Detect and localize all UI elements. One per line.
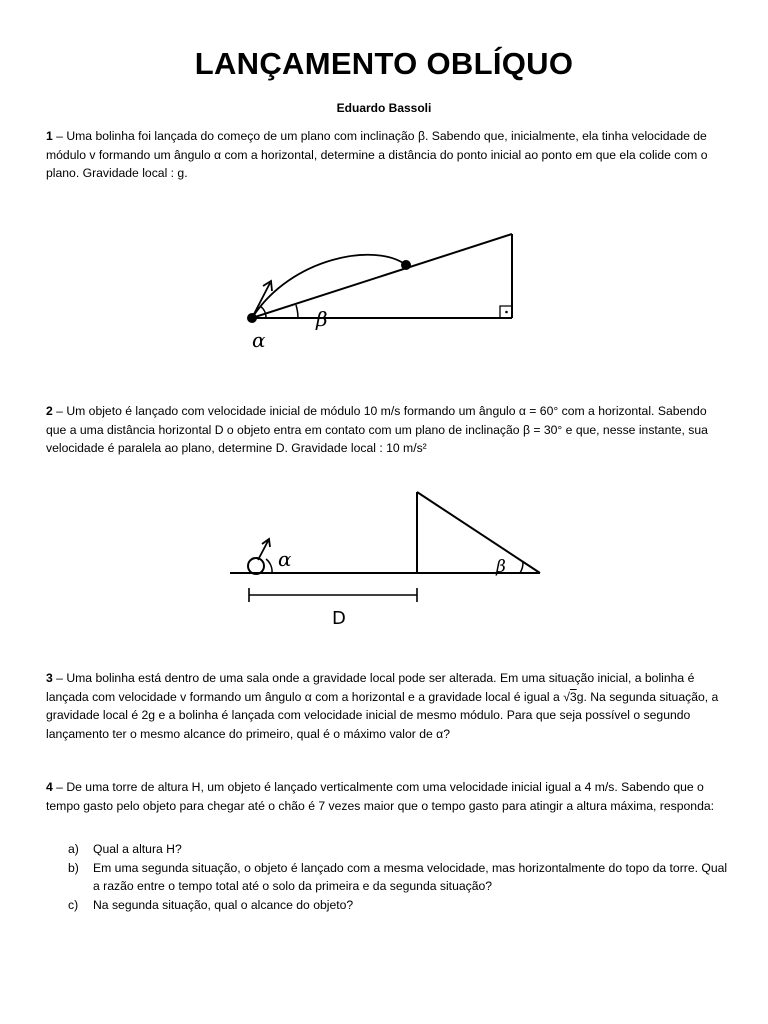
item-marker: b) bbox=[68, 860, 79, 875]
list-item bbox=[68, 859, 728, 896]
page-title: LANÇAMENTO OBLÍQUO bbox=[194, 46, 574, 81]
figure-1-inclined-plane bbox=[236, 222, 526, 357]
question-3 bbox=[46, 669, 728, 743]
beta-arc bbox=[296, 305, 298, 318]
beta-label: β bbox=[496, 557, 506, 577]
question-4-number: 4 bbox=[46, 780, 53, 794]
question-3-text-a: – Uma bolinha está dentro de uma sala onde a gravidade local pode ser alterada. Em uma situação inicial, a bolinha é lançada com velocidade v formando um ângulo α com a horizontal e a gravidade local é igual a bbox=[46, 671, 695, 704]
item-marker: a) bbox=[68, 842, 79, 856]
beta-arc bbox=[520, 562, 523, 573]
item-text: Em uma segunda situação, o objeto é lançado com a mesma velocidade, mas horizontalmente do topo da torre. Qual a razão entre o tempo total até o solo da primeira e da segunda situação? bbox=[93, 860, 728, 893]
alpha-label: α bbox=[278, 547, 292, 571]
question-1-text: – Uma bolinha foi lançada do começo de um plano com inclinação β. Sabendo que, inicialmente, ela tinha velocidade de módulo v formando um ângulo α com a horizontal, determine a distância do ponto inicial ao ponto em que ela colide com o plano. Gravidade local : g. bbox=[46, 129, 708, 180]
question-4-items bbox=[68, 840, 728, 914]
question-4 bbox=[46, 778, 728, 815]
alpha-arc bbox=[266, 559, 272, 573]
launched-object bbox=[248, 558, 264, 574]
sqrt-argument: 3 bbox=[569, 689, 577, 704]
figure-2-launch-and-plane bbox=[224, 484, 554, 634]
question-2-number: 2 bbox=[46, 404, 53, 418]
question-2-text: – Um objeto é lançado com velocidade inicial de módulo 10 m/s formando um ângulo α = 60° com a horizontal. Sabendo que a uma distância horizontal D o objeto entra em contato com um plano de inclinação β = 30° e que, nesse instante, sua velocidade é paralela ao plano, determine D. Gravidade local : 10 m/s² bbox=[46, 404, 708, 455]
beta-label: β bbox=[316, 307, 328, 331]
question-3-number: 3 bbox=[46, 671, 53, 685]
launch-point bbox=[247, 313, 257, 323]
author-name: Eduardo Bassoli bbox=[336, 101, 432, 115]
question-1-number: 1 bbox=[46, 129, 53, 143]
list-item bbox=[68, 840, 728, 859]
question-4-text: – De uma torre de altura H, um objeto é lançado verticalmente com uma velocidade inicial igual a 4 m/s. Sabendo que o tempo gasto pelo objeto para chegar até o chão é 7 vezes maior que o tempo gasto para atingir a altura máxima, responda: bbox=[46, 780, 715, 813]
distance-label: D bbox=[332, 608, 346, 629]
list-item bbox=[68, 896, 728, 915]
item-text: Na segunda situação, qual o alcance do objeto? bbox=[93, 897, 354, 912]
question-1 bbox=[46, 127, 728, 183]
alpha-label: α bbox=[252, 328, 266, 352]
plane-slope-line bbox=[252, 234, 512, 318]
question-3-text-b: g. Na segunda situação, a gravidade local é 2g e a bolinha é lançada com velocidade inicial de mesmo módulo. Para que seja possível o segundo lançamento ter o mesmo alcance do primeiro, qual é o máximo valor de α? bbox=[46, 689, 719, 741]
trajectory-path bbox=[252, 255, 406, 318]
collision-point bbox=[401, 260, 411, 270]
question-2 bbox=[46, 402, 728, 458]
alpha-arc bbox=[260, 306, 266, 318]
item-marker: c) bbox=[68, 897, 79, 912]
sqrt-sign: √ bbox=[563, 689, 570, 704]
plane-slope-line bbox=[417, 492, 540, 573]
item-text: Qual a altura H? bbox=[93, 842, 182, 856]
